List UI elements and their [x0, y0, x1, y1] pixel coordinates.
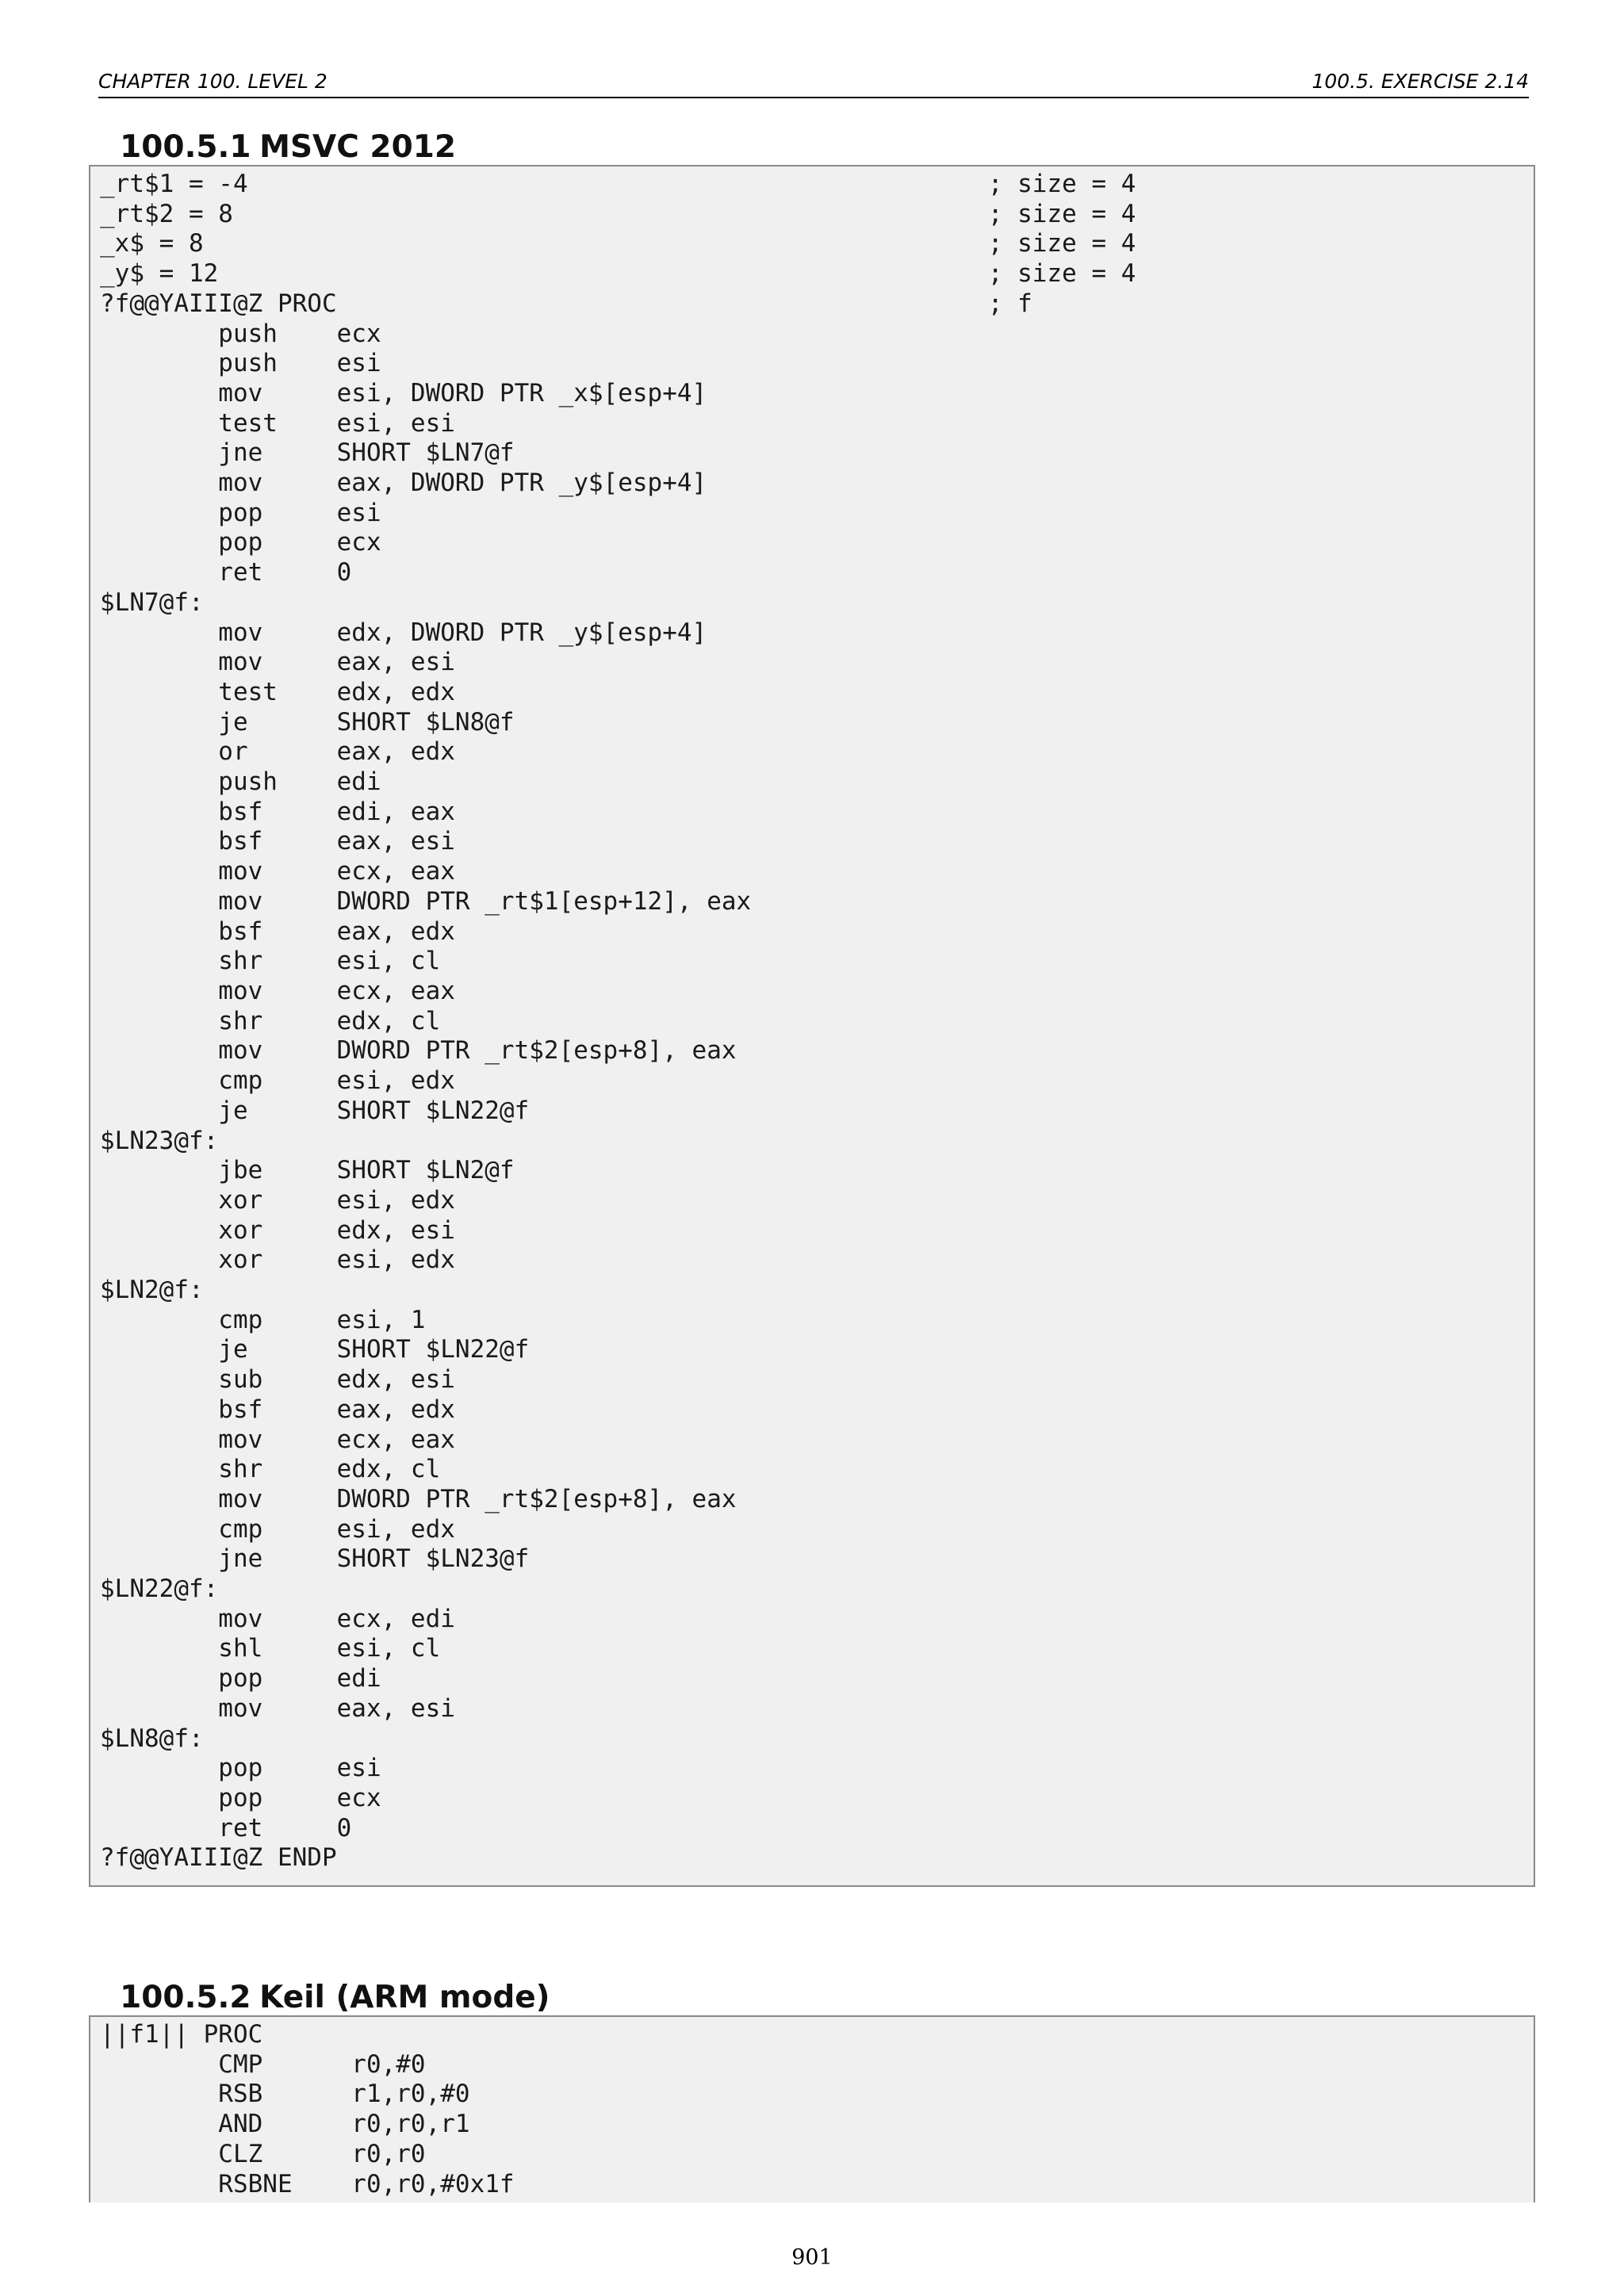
code-text: ||f1|| PROC CMP r0,#0 RSB r1,r0,#0 AND r0,r0,r1 CLZ r0,r0 RSBNE r0,r0,#0x1f	[100, 2020, 515, 2198]
section-number: 100.5.1	[120, 129, 251, 165]
section-header: 100.5. EXERCISE 2.14	[1312, 70, 1529, 93]
chapter-header: CHAPTER 100. LEVEL 2	[98, 70, 327, 93]
code-listing-keil	[89, 2015, 1535, 2202]
code-listing-msvc	[89, 165, 1535, 1887]
section-heading-keil	[98, 1944, 550, 2015]
section-title-text: Keil (ARM mode)	[259, 1980, 550, 2015]
section-title-text: MSVC 2012	[259, 129, 456, 165]
section-heading-msvc	[98, 94, 456, 165]
page-number: 901	[791, 2245, 833, 2270]
section-number: 100.5.2	[120, 1980, 251, 2015]
code-text: _rt$1 = -4 ; size = 4 _rt$2 = 8 ; size = 4 _x$ = 8 ; size = 4 _y$ = 12 ; size = 4 ?f@@YAIII@Z PROC ; f push ecx push esi mov esi, DWORD PTR _x$[esp+4] test esi, esi jne SHORT $LN7@f mov eax, DWORD PTR _y$[esp+4] pop esi pop ecx ret 0 $LN7@f: mov edx, DWORD PTR _y$[esp+4] mov eax, esi test edx, edx je SHORT $LN8@f or eax, edx push edi bsf edi, eax bsf eax, esi mov ecx, eax mov DWORD PTR _rt$1[esp+12], eax bsf eax, edx shr esi, cl mov ecx, eax shr edx, cl mov DWORD PTR _rt$2[esp+8], eax cmp esi, edx je SHORT $LN22@f $LN23@f: jbe SHORT $LN2@f xor esi, edx xor edx, esi xor esi, edx $LN2@f: cmp esi, 1 je SHORT $LN22@f sub edx, esi bsf eax, edx mov ecx, eax shr edx, cl mov DWORD PTR _rt$2[esp+8], eax cmp esi, edx jne SHORT $LN23@f $LN22@f: mov ecx, edi shl esi, cl pop edi mov eax, esi $LN8@f: pop esi pop ecx ret 0 ?f@@YAIII@Z ENDP	[100, 170, 1136, 1873]
